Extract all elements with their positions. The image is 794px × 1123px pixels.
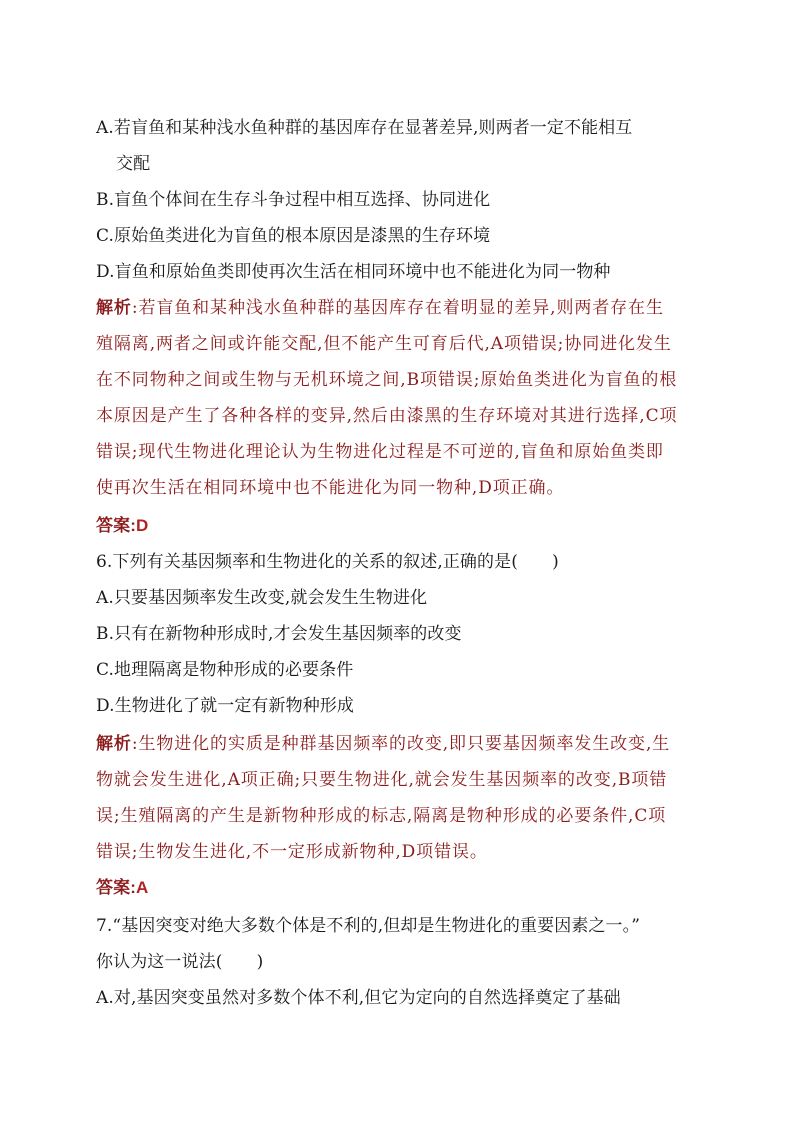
answer-label: 答案: [96, 878, 131, 897]
q6-explanation-line: 物就会发生进化,A项正确;只要生物进化,就会发生基因频率的改变,B项错: [96, 770, 668, 790]
q6-explanation-line: [96, 732, 670, 756]
explanation-label: 解析: [96, 734, 132, 753]
q7-stem: 7.“基因突变对绝大多数个体是不利的,但却是生物进化的重要因素之一。”: [96, 916, 641, 936]
q5-explanation-line: [96, 296, 664, 320]
q5-option-a: A.若盲鱼和某种浅水鱼种群的基因库存在显著差异,则两者一定不能相互: [96, 118, 633, 138]
q7-option-a: A.对,基因突变虽然对多数个体不利,但它为定向的自然选择奠定了基础: [96, 988, 621, 1008]
q6-option-c: C.地理隔离是物种形成的必要条件: [96, 660, 354, 680]
q5-explanation-line: 殖隔离,两者之间或许能交配,但不能产生可育后代,A项错误;协同进化发生: [96, 334, 672, 354]
q5-option-d: D.盲鱼和原始鱼类即使再次生活在相同环境中也不能进化为同一物种: [96, 262, 611, 282]
q6-option-a: A.只要基因频率发生改变,就会发生生物进化: [96, 588, 428, 608]
explanation-label: 解析: [96, 298, 132, 317]
q6-explanation-line: 误;生殖隔离的产生是新物种形成的标志,隔离是物种形成的必要条件,C项: [96, 806, 667, 826]
q5-explanation-line: 本原因是产生了各种各样的变异,然后由漆黑的生存环境对其进行选择,C项: [96, 406, 678, 426]
answer-value: D: [135, 516, 149, 535]
q5-option-b: B.盲鱼个体间在生存斗争过程中相互选择、协同进化: [96, 190, 491, 210]
q5-option-c: C.原始鱼类进化为盲鱼的根本原因是漆黑的生存环境: [96, 226, 491, 246]
q7-stem-continued: 你认为这一说法( ): [96, 952, 264, 972]
explanation-text: :生物进化的实质是种群基因频率的改变,即只要基因频率发生改变,生: [131, 734, 671, 754]
answer-separator: :: [130, 878, 136, 897]
answer-value: A: [135, 878, 149, 897]
q5-explanation-line: 在不同物种之间或生物与无机环境之间,B项错误;原始鱼类进化为盲鱼的根: [96, 370, 678, 390]
q6-option-b: B.只有在新物种形成时,才会发生基因频率的改变: [96, 624, 462, 644]
q5-explanation-line: 使再次生活在相同环境中也不能进化为同一物种,D项正确。: [96, 478, 565, 498]
q5-explanation-line: 错误;现代生物进化理论认为生物进化过程是不可逆的,盲鱼和原始鱼类即: [96, 442, 664, 462]
q5-option-a-continued: 交配: [116, 154, 151, 174]
q6-stem: 6.下列有关基因频率和生物进化的关系的叙述,正确的是( ): [96, 552, 559, 572]
q6-explanation-line: 错误;生物发生进化,不一定形成新物种,D项错误。: [96, 842, 488, 862]
q5-answer: [96, 514, 148, 538]
q6-option-d: D.生物进化了就一定有新物种形成: [96, 696, 355, 716]
explanation-text: :若盲鱼和某种浅水鱼种群的基因库存在着明显的差异,则两者存在生: [131, 298, 664, 318]
answer-label: 答案: [96, 516, 131, 535]
q6-answer: [96, 876, 148, 900]
answer-separator: :: [130, 516, 136, 535]
